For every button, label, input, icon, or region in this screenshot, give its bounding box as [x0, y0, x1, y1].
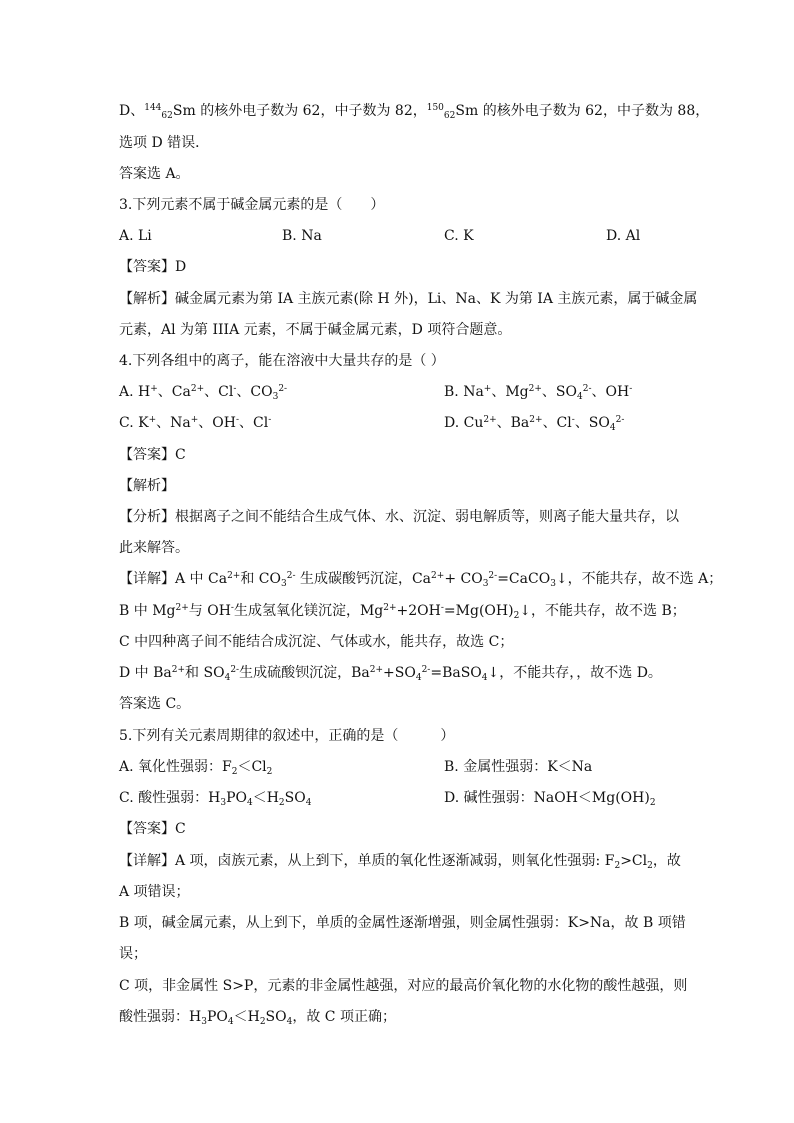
- q3-option-d: D. Al: [606, 228, 641, 244]
- q4-detail: B 中 $Mg^{2+}$与 OH-生成氢氧化镁沉淀，$Mg^{2+}+2OH^-=Mg(OH)_2↓$，不能共存，故不选 B；: [119, 603, 686, 621]
- q4-analysis: 【分析】根据离子之间不能结合生成气体、水、沉淀、弱电解质等，则离子能大量共存，以: [119, 509, 679, 525]
- text-line: D、$^{144}_{62}$Sm 的核外电子数为 62，中子数为 82，$^{150}_{62}$Sm 的核外电子数为 62，中子数为 88，: [119, 103, 710, 121]
- q4-analysis: 此来解答。: [119, 540, 189, 556]
- q4-option-c: C. K+、Na+、OH-、Cl-: [119, 415, 272, 431]
- q4-analysis-label: 【解析】: [119, 478, 175, 494]
- q3-explanation: 【解析】碱金属元素为第 IA 主族元素(除 H 外)，Li、Na、K 为第 IA 主族元素，属于碱金属: [119, 291, 698, 307]
- q5-option-d: D. 碱性强弱：$NaOH<Mg(OH)_2$: [444, 790, 656, 808]
- q5-option-a: A. 氧化性强弱：$F_2<Cl_2$: [119, 759, 273, 777]
- q4-answer: 【答案】C: [119, 447, 186, 463]
- q3-option-b: B. Na: [282, 228, 322, 244]
- text-line: 选项 D 错误．: [119, 135, 210, 151]
- text-line: 答案选 A。: [119, 166, 190, 182]
- q4-detail: C 中四种离子间不能结合成沉淀、气体或水，能共存，故选 C；: [119, 634, 514, 650]
- q3-option-a: A. Li: [119, 228, 152, 244]
- q5-answer: 【答案】C: [119, 821, 186, 837]
- q4-option-b: B. Na+、$Mg^{2+}$、$SO_4^{2-}$、OH-: [444, 384, 633, 402]
- question-3-stem: 3.下列元素不属于碱金属元素的是（ ）: [119, 197, 385, 213]
- q5-detail: 酸性强弱：$H_3PO_4<H_2SO_4$，故 C 项正确；: [119, 1009, 396, 1027]
- q5-detail: C 项，非金属性 S>P，元素的非金属性越强，对应的最高价氧化物的水化物的酸性越强，则: [119, 978, 688, 994]
- q4-detail: D 中 $Ba^{2+}$和 $SO_4^{2-}$生成硫酸钡沉淀，$Ba^{2+}+SO_4^{2-}=BaSO_4↓$，不能共存，，故不选 D。: [119, 665, 662, 683]
- question-5-stem: 5.下列有关元素周期律的叙述中，正确的是（ ）: [119, 728, 455, 744]
- q4-detail: 【详解】A 中 $Ca^{2+}$和 $CO_3^{2-}$ 生成碳酸钙沉淀，$Ca^{2+}+$ $CO_3^{2-}=CaCO_3↓$，不能共存，故不选 A；: [119, 571, 723, 589]
- q4-conclusion: 答案选 C。: [119, 696, 191, 712]
- q5-detail: A 项错误；: [119, 884, 190, 900]
- q5-option-b: B. 金属性强弱：K＜Na: [444, 759, 593, 775]
- q3-explanation: 元素，Al 为第 IIIA 元素，不属于碱金属元素，D 项符合题意。: [119, 322, 512, 338]
- q5-option-c: C. 酸性强弱：$H_3PO_4<H_2SO_4$: [119, 790, 312, 808]
- q3-option-c: C. K: [444, 228, 474, 244]
- q4-option-d: D. $Cu^{2+}$、$Ba^{2+}$、Cl-、$SO_4^{2-}$: [444, 415, 625, 433]
- question-4-stem: 4.下列各组中的离子，能在溶液中大量共存的是（ ）: [119, 353, 445, 369]
- q3-answer: 【答案】D: [119, 259, 187, 275]
- q4-option-a: A. H+、$Ca^{2+}$、Cl-、$CO_3^{2-}$: [119, 384, 288, 402]
- q5-detail: 【详解】A 项，卤族元素，从上到下，单质的氧化性逐渐减弱，则氧化性强弱: $F_2>Cl_2$，故: [119, 853, 681, 871]
- q5-detail: B 项，碱金属元素，从上到下，单质的金属性逐渐增强，则金属性强弱：K>Na，故 B 项错: [119, 915, 686, 931]
- q5-detail: 误；: [119, 946, 147, 962]
